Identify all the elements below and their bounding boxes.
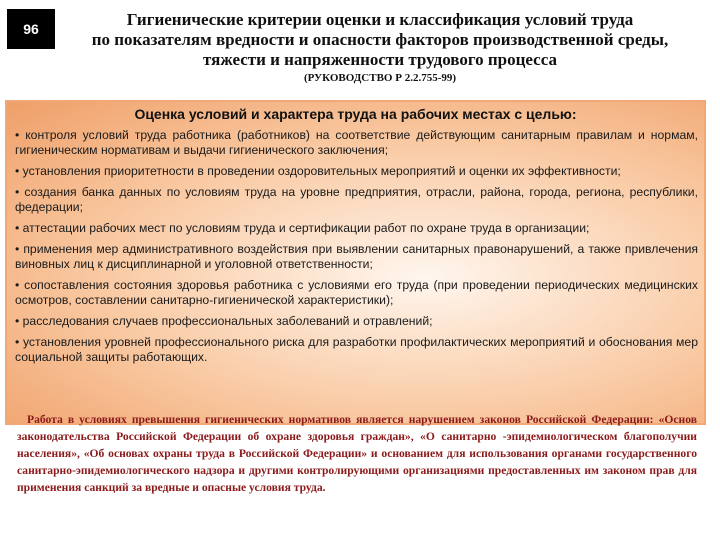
legal-note: Работа в условиях превышения гигиенических нормативов является нарушением законов Российской Федерации: «Основ законодательства Российской Федерации об охране здоровья граждан», «О санитарно -эпидемиологическом благополучии населения», «Об основах охраны труда в Российской Федерации» и основанием для использования органами государственного санитарно-эпидемиологического надзора и другими контролирующими организациями предоставленных им законом прав для применения санкций за вредные и опасные условия труда.: [17, 413, 697, 494]
list-item: • контроля условий труда работника (работников) на соответствие действующим санитарным правилам и нормам, гигиеническим нормативам и выдачи гигиенического заключения;: [15, 128, 698, 157]
list-item: • установления уровней профессионального риска для разработки профилактических мероприятий и обоснования мер социальной защиты работающих.: [15, 335, 698, 364]
slide-number: 96: [23, 21, 39, 37]
title-line-3: тяжести и напряженности трудового процесса: [203, 50, 557, 69]
title-subtitle: (РУКОВОДСТВО Р 2.2.755-99): [303, 72, 457, 84]
page-title: [40, 10, 720, 84]
list-item: • аттестации рабочих мест по условиям труда и сертификации работ по охране труда в организации;: [15, 221, 590, 235]
panel-heading: Оценка условий и характера труда на рабочих местах с целью:: [134, 106, 577, 122]
list-item: • сопоставления состояния здоровья работника с условиями его труда (при проведении периодических медицинских осмотров, составлении санитарно-гигиенической характеристики);: [15, 278, 698, 307]
title-line-1: Гигиенические критерии оценки и классификация условий труда: [126, 10, 634, 29]
list-item: • расследования случаев профессиональных заболеваний и отравлений;: [15, 314, 433, 328]
list-item: • создания банка данных по условиям труда на уровне предприятия, отрасли, района, города, региона, республики, федерации;: [15, 185, 698, 214]
criteria-panel: [5, 100, 706, 425]
title-line-2: по показателям вредности и опасности факторов производственной среды,: [91, 30, 669, 49]
list-item: • установления приоритетности в проведении оздоровительных мероприятий и оценки их эффективности;: [15, 164, 621, 178]
list-item: • применения мер административного воздействия при выявлении санитарных правонарушений, а также привлечения виновных лиц к дисциплинарной и уголовной ответственности;: [15, 242, 698, 271]
